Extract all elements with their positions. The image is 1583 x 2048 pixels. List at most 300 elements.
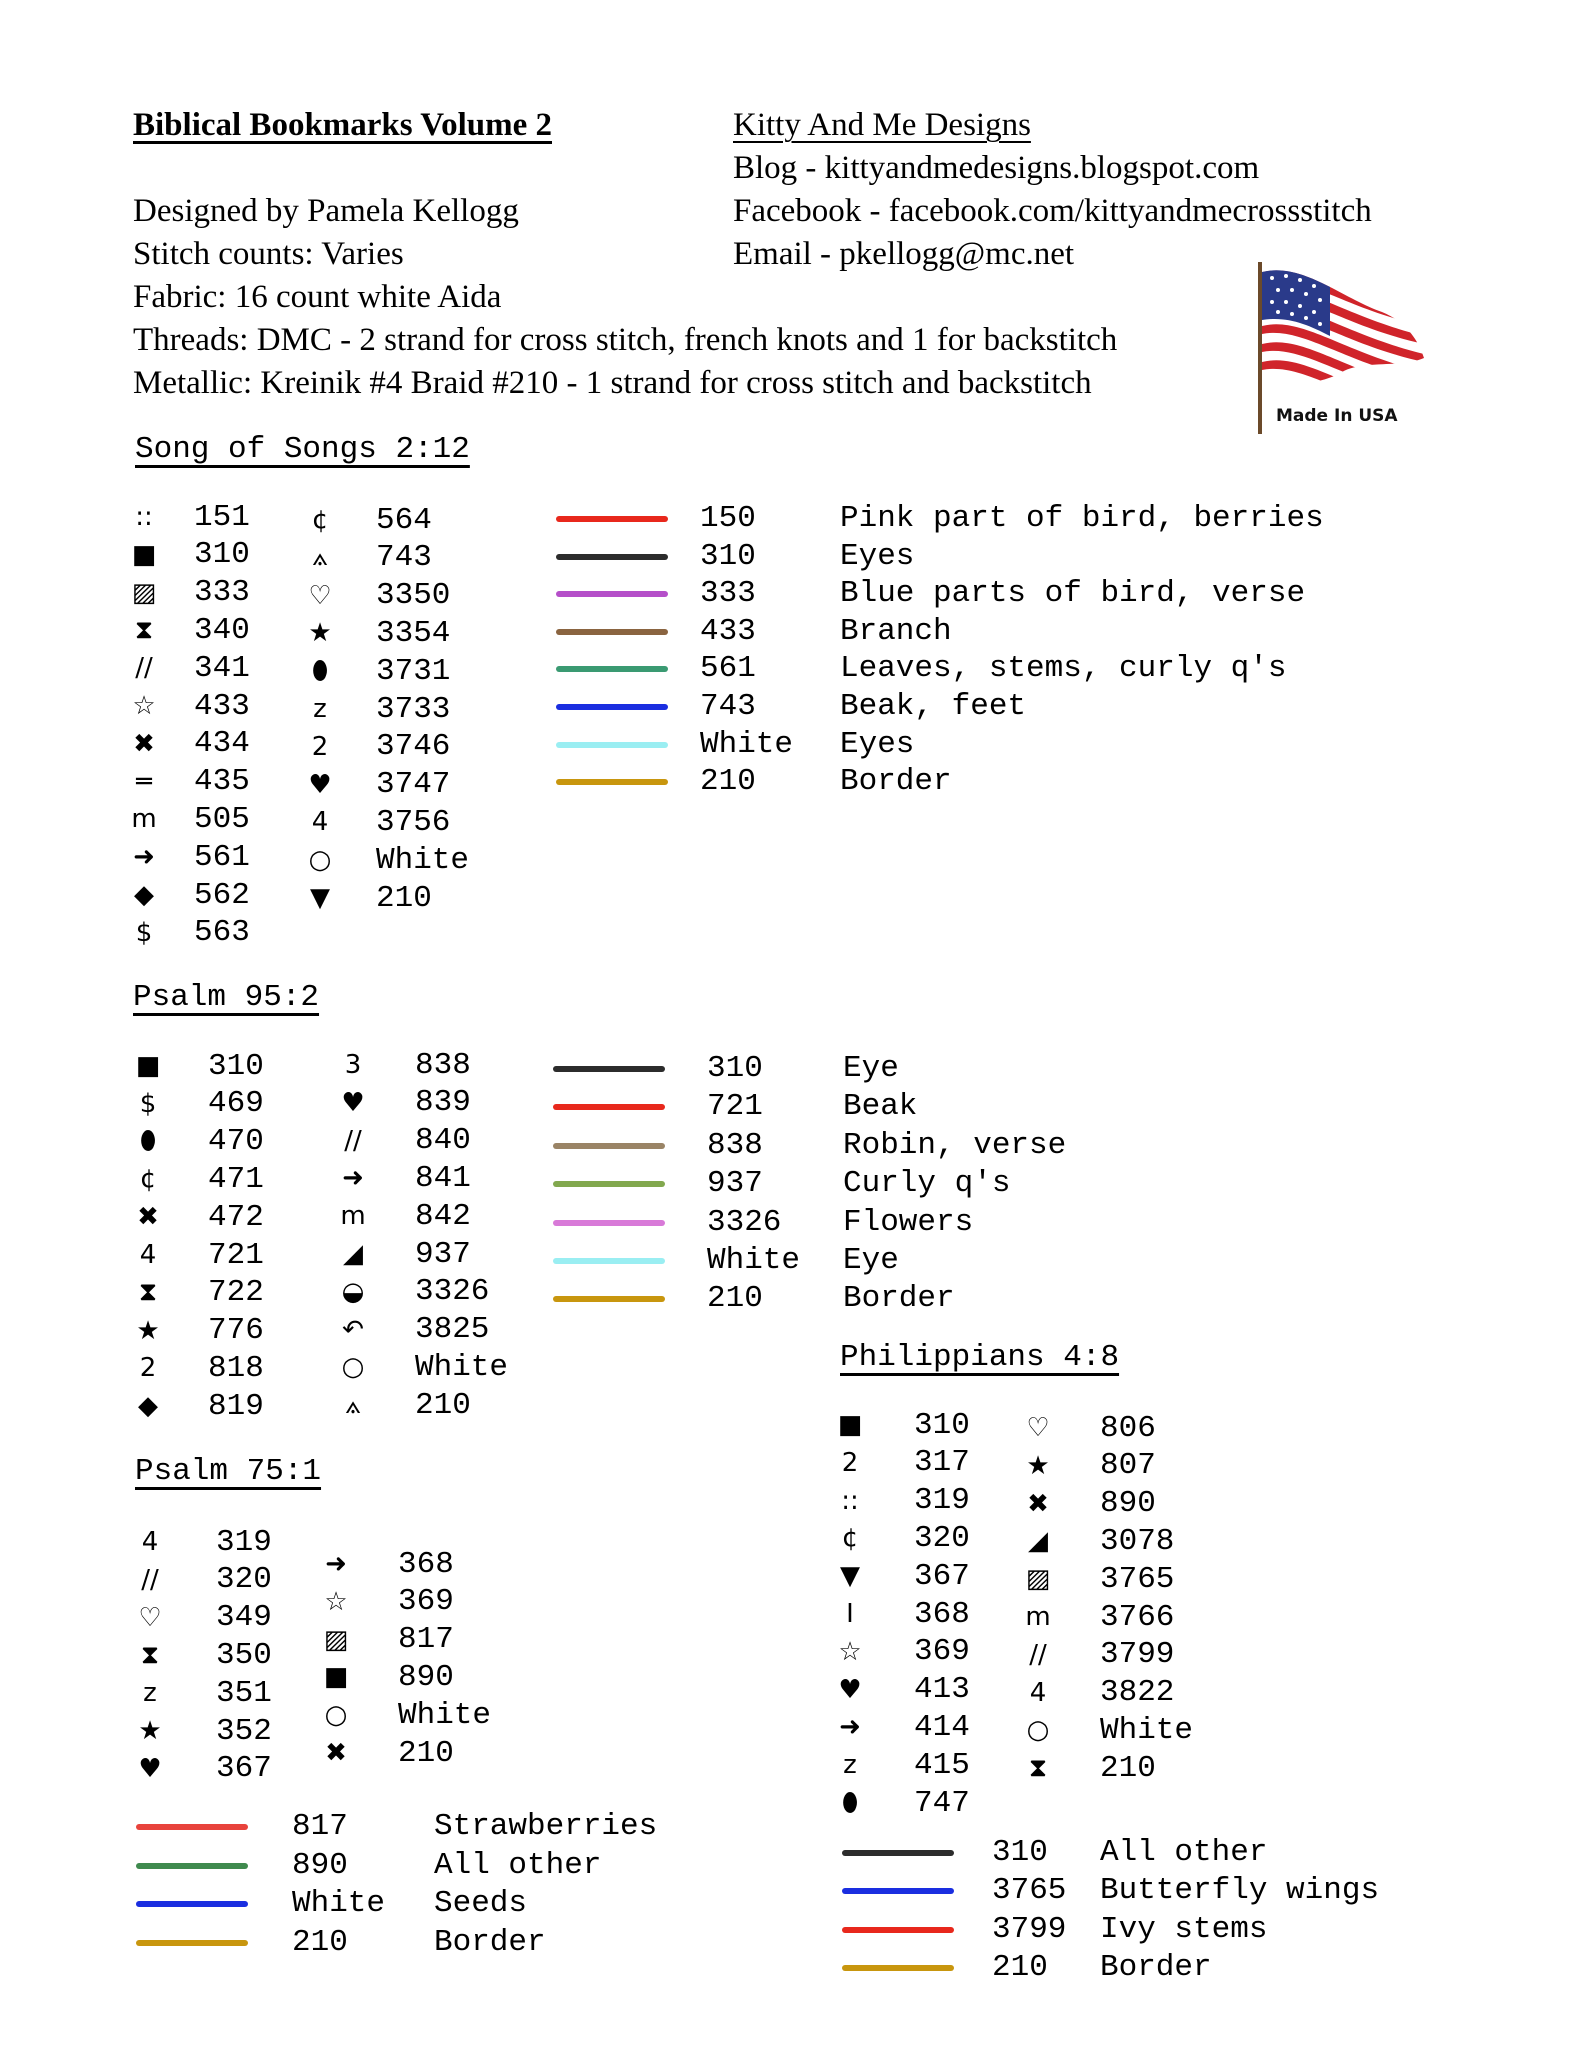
backstitch-thread-code: 210 bbox=[707, 1281, 763, 1317]
stitch-symbol-icon: ⟑ bbox=[345, 1389, 361, 1420]
stitch-symbol-icon: ♡ bbox=[1026, 1413, 1050, 1443]
backstitch-thread-code: 890 bbox=[292, 1847, 348, 1883]
stitch-symbol-icon: ↶ bbox=[342, 1314, 364, 1345]
backstitch-color-line bbox=[553, 1296, 665, 1302]
backstitch-usage: Butterfly wings bbox=[1100, 1873, 1380, 1909]
symbol-key-row bbox=[300, 539, 432, 577]
thread-code: 819 bbox=[208, 1388, 264, 1424]
thread-code: White bbox=[415, 1349, 509, 1385]
stitch-symbol-icon: ═ bbox=[136, 766, 152, 797]
backstitch-thread-code: 210 bbox=[700, 764, 756, 800]
symbol-key-row bbox=[124, 687, 250, 725]
symbol-key-row bbox=[316, 1658, 454, 1696]
thread-code: 842 bbox=[415, 1198, 471, 1234]
stitch-symbol-icon: ⬮ bbox=[311, 655, 329, 686]
symbol-key-row bbox=[1018, 1409, 1156, 1447]
flag-label: Made In USA bbox=[1276, 406, 1398, 426]
symbol-key-row bbox=[128, 1274, 264, 1312]
thread-code: 349 bbox=[216, 1600, 272, 1636]
thread-code: 434 bbox=[194, 726, 250, 762]
backstitch-thread-code: 721 bbox=[707, 1089, 763, 1125]
backstitch-thread-code: 817 bbox=[292, 1809, 348, 1844]
symbol-key-row bbox=[316, 1734, 454, 1772]
symbol-key-row bbox=[830, 1595, 970, 1633]
stitch-symbol-icon: ➜ bbox=[839, 1712, 861, 1743]
backstitch-color-line bbox=[553, 1104, 665, 1110]
thread-code: 320 bbox=[914, 1520, 970, 1556]
stitch-symbol-icon: m bbox=[340, 1201, 366, 1232]
symbol-key-row bbox=[124, 838, 250, 876]
backstitch-color-line bbox=[556, 779, 668, 785]
backstitch-usage: Eye bbox=[843, 1051, 899, 1086]
stitch-symbol-icon: ★ bbox=[1026, 1450, 1050, 1481]
backstitch-usage: Robin, verse bbox=[843, 1127, 1067, 1163]
stitch-symbol-icon: ○ bbox=[1026, 1715, 1050, 1746]
symbol-key-row bbox=[333, 1348, 508, 1386]
stitch-symbol-icon: ☆ bbox=[132, 691, 156, 721]
thread-code: 310 bbox=[194, 537, 250, 573]
thread-code: 563 bbox=[194, 915, 250, 951]
thread-code: 561 bbox=[194, 839, 250, 875]
stitch-symbol-icon: $ bbox=[135, 917, 153, 948]
thread-code: 937 bbox=[415, 1236, 471, 1272]
thread-code: 838 bbox=[415, 1047, 471, 1083]
stitch-symbol-icon: // bbox=[344, 1125, 362, 1156]
backstitch-color-line bbox=[553, 1258, 665, 1264]
stitch-symbol-icon: ¢ bbox=[139, 1164, 157, 1195]
stitch-symbol-icon: 4 bbox=[1029, 1677, 1047, 1708]
stitch-symbol-icon: ⟑ bbox=[312, 542, 328, 573]
thread-code: 817 bbox=[398, 1622, 454, 1658]
stitch-symbol-icon: ✖ bbox=[133, 728, 155, 759]
thread-code: White bbox=[376, 842, 470, 878]
backstitch-usage: Pink part of bird, berries bbox=[840, 501, 1324, 536]
stitch-symbol-icon: ⧗ bbox=[140, 1639, 160, 1670]
stitch-symbol-icon: ▨ bbox=[1025, 1564, 1051, 1595]
symbol-key-row bbox=[830, 1708, 970, 1746]
symbol-key-row bbox=[300, 652, 450, 690]
symbol-key-row bbox=[333, 1386, 471, 1424]
symbol-key-row bbox=[128, 1085, 264, 1123]
thread-code: 3078 bbox=[1100, 1523, 1175, 1559]
stitch-symbol-icon: ♥ bbox=[838, 1674, 862, 1705]
thread-code: 3825 bbox=[415, 1312, 490, 1348]
symbol-key-row bbox=[124, 876, 250, 914]
symbol-key-row bbox=[830, 1746, 970, 1784]
stitch-symbol-icon: 3 bbox=[344, 1050, 362, 1080]
facebook-line: Facebook - facebook.com/kittyandmecrossstitch bbox=[733, 193, 1372, 229]
thread-code: 3731 bbox=[376, 653, 451, 689]
thread-code: 818 bbox=[208, 1350, 264, 1386]
backstitch-thread-code: 3765 bbox=[992, 1873, 1067, 1909]
symbol-key-row bbox=[333, 1197, 471, 1235]
backstitch-color-line bbox=[842, 1888, 954, 1894]
thread-code: 340 bbox=[194, 612, 250, 648]
stitch-symbol-icon: m bbox=[131, 804, 157, 835]
stitch-symbol-icon: ☆ bbox=[838, 1636, 862, 1667]
backstitch-usage: Beak, feet bbox=[840, 689, 1027, 724]
thread-code: White bbox=[398, 1697, 492, 1733]
stitch-symbol-icon: ⬮ bbox=[841, 1787, 859, 1818]
backstitch-thread-code: 838 bbox=[707, 1127, 763, 1163]
symbol-key-row bbox=[124, 725, 250, 763]
thread-code: 415 bbox=[914, 1747, 970, 1783]
section-title-psalm-75: Psalm 75:1 bbox=[135, 1454, 322, 1489]
stitch-symbol-icon: ♥ bbox=[138, 1753, 162, 1784]
thread-code: 210 bbox=[398, 1735, 454, 1771]
stitch-symbol-icon: 4 bbox=[141, 1527, 159, 1557]
stitch-symbol-icon: $ bbox=[139, 1088, 157, 1119]
symbol-key-row bbox=[830, 1784, 970, 1822]
symbol-key-row bbox=[128, 1123, 264, 1161]
thread-code: 317 bbox=[914, 1445, 970, 1481]
email-line: Email - pkellogg@mc.net bbox=[733, 236, 1075, 272]
symbol-key-row bbox=[130, 1674, 272, 1712]
backstitch-usage: Ivy stems bbox=[1100, 1911, 1268, 1947]
symbol-key-row bbox=[130, 1712, 272, 1750]
thread-code: 414 bbox=[914, 1709, 970, 1745]
backstitch-thread-code: 3799 bbox=[992, 1911, 1067, 1947]
symbol-key-row bbox=[128, 1047, 264, 1085]
backstitch-color-line bbox=[842, 1965, 954, 1971]
symbol-key-row bbox=[1018, 1485, 1156, 1523]
thread-code: 319 bbox=[914, 1483, 970, 1519]
stitch-symbol-icon: // bbox=[135, 653, 153, 684]
symbol-key-row bbox=[124, 536, 250, 574]
backstitch-thread-code: White bbox=[700, 726, 794, 762]
symbol-key-row bbox=[124, 498, 250, 536]
symbol-key-row bbox=[300, 766, 450, 804]
symbol-key-row bbox=[124, 574, 250, 612]
thread-code: 319 bbox=[216, 1524, 272, 1560]
stitch-symbol-icon: ➜ bbox=[133, 842, 155, 873]
symbol-key-row bbox=[1018, 1711, 1193, 1749]
backstitch-thread-code: 743 bbox=[700, 689, 756, 724]
thread-code: 722 bbox=[208, 1275, 264, 1311]
backstitch-usage: Eyes bbox=[840, 726, 915, 762]
stitch-symbol-icon: ➜ bbox=[325, 1549, 347, 1579]
company-name: Kitty And Me Designs bbox=[733, 107, 1031, 143]
stitch-symbol-icon: ♡ bbox=[138, 1602, 162, 1633]
thread-code: 210 bbox=[415, 1387, 471, 1423]
symbol-key-row bbox=[1018, 1560, 1174, 1598]
thread-code: 890 bbox=[398, 1659, 454, 1695]
thread-code: 839 bbox=[415, 1085, 471, 1121]
symbol-key-row bbox=[333, 1159, 471, 1197]
backstitch-usage: All other bbox=[1100, 1835, 1268, 1870]
thread-code: 210 bbox=[1100, 1750, 1156, 1786]
stitch-symbol-icon: ✖ bbox=[1027, 1488, 1049, 1519]
stitch-symbol-icon: ▨ bbox=[131, 577, 157, 608]
backstitch-color-line bbox=[556, 629, 668, 635]
thread-code: 433 bbox=[194, 688, 250, 724]
symbol-key-row bbox=[300, 803, 450, 841]
thread-code: 310 bbox=[914, 1407, 970, 1443]
backstitch-color-line bbox=[136, 1863, 248, 1869]
backstitch-color-line bbox=[136, 1940, 248, 1946]
page-title: Biblical Bookmarks Volume 2 bbox=[133, 107, 552, 143]
symbol-key-row bbox=[333, 1311, 489, 1349]
symbol-key-row bbox=[333, 1273, 489, 1311]
symbol-key-row bbox=[1018, 1522, 1174, 1560]
thread-code: 320 bbox=[216, 1562, 272, 1598]
stitch-symbol-icon: ◢ bbox=[1028, 1526, 1048, 1557]
symbol-key-row bbox=[830, 1406, 970, 1444]
symbol-key-row bbox=[830, 1671, 970, 1709]
stitch-symbol-icon: 2 bbox=[841, 1447, 859, 1478]
thread-code: 351 bbox=[216, 1675, 272, 1711]
thread-code: 562 bbox=[194, 877, 250, 913]
thread-code: 505 bbox=[194, 801, 250, 837]
stitch-symbol-icon: :: bbox=[135, 502, 153, 532]
backstitch-thread-code: 3326 bbox=[707, 1204, 782, 1240]
symbol-key-row bbox=[1018, 1598, 1174, 1636]
backstitch-usage: Flowers bbox=[843, 1204, 974, 1240]
stitch-symbol-icon: ◒ bbox=[341, 1276, 365, 1307]
stitch-symbol-icon: ⧗ bbox=[134, 614, 154, 645]
symbol-key-row bbox=[300, 501, 432, 539]
thread-code: 806 bbox=[1100, 1410, 1156, 1446]
fabric-line: Fabric: 16 count white Aida bbox=[133, 279, 502, 315]
stitch-symbol-icon: 2 bbox=[139, 1353, 157, 1384]
symbol-key-row bbox=[333, 1084, 471, 1122]
backstitch-color-line bbox=[136, 1901, 248, 1907]
backstitch-thread-code: 433 bbox=[700, 613, 756, 649]
designer-line: Designed by Pamela Kellogg bbox=[133, 193, 519, 229]
thread-code: 3354 bbox=[376, 615, 451, 651]
stitch-symbol-icon: z bbox=[843, 1750, 857, 1781]
thread-code: 470 bbox=[208, 1124, 264, 1160]
backstitch-thread-code: 310 bbox=[700, 538, 756, 574]
backstitch-thread-code: 210 bbox=[992, 1950, 1048, 1986]
thread-code: 747 bbox=[914, 1785, 970, 1821]
stitch-symbol-icon: ■ bbox=[131, 539, 157, 570]
thread-code: 3733 bbox=[376, 691, 451, 727]
stitch-symbol-icon: ♥ bbox=[341, 1087, 365, 1118]
stitch-symbol-icon: ■ bbox=[837, 1410, 863, 1440]
thread-code: 890 bbox=[1100, 1486, 1156, 1522]
thread-code: 471 bbox=[208, 1161, 264, 1197]
stitch-symbol-icon: ☆ bbox=[324, 1586, 348, 1617]
backstitch-color-line bbox=[556, 516, 668, 522]
stitch-symbol-icon: ✖ bbox=[137, 1202, 159, 1233]
thread-code: 721 bbox=[208, 1237, 264, 1273]
stitch-symbol-icon: ▼ bbox=[310, 883, 330, 913]
symbol-key-row bbox=[130, 1523, 272, 1561]
stitch-symbol-icon: I bbox=[846, 1599, 854, 1629]
stitch-symbol-icon: ○ bbox=[341, 1352, 365, 1383]
backstitch-thread-code: 210 bbox=[292, 1924, 348, 1960]
backstitch-color-line bbox=[553, 1143, 665, 1149]
symbol-key-row bbox=[830, 1557, 970, 1595]
thread-code: 3747 bbox=[376, 767, 451, 803]
backstitch-usage: Beak bbox=[843, 1089, 918, 1125]
backstitch-color-line bbox=[556, 742, 668, 748]
symbol-key-row bbox=[124, 611, 250, 649]
backstitch-usage: Eyes bbox=[840, 538, 915, 574]
thread-code: 3326 bbox=[415, 1274, 490, 1310]
symbol-key-row bbox=[128, 1387, 264, 1425]
backstitch-usage: Border bbox=[840, 764, 952, 800]
thread-code: 3766 bbox=[1100, 1599, 1175, 1635]
thread-code: 3822 bbox=[1100, 1675, 1175, 1711]
section-title-song-of-songs: Song of Songs 2:12 bbox=[135, 432, 470, 467]
stitch-symbol-icon: ✖ bbox=[325, 1738, 347, 1768]
backstitch-color-line bbox=[556, 666, 668, 672]
backstitch-usage: Blue parts of bird, verse bbox=[840, 576, 1306, 612]
stitch-symbol-icon: ¢ bbox=[841, 1523, 859, 1554]
symbol-key-row bbox=[830, 1519, 970, 1557]
symbol-key-row bbox=[128, 1198, 264, 1236]
stitch-symbol-icon: z bbox=[143, 1678, 157, 1709]
symbol-key-row bbox=[1018, 1447, 1156, 1485]
blog-line: Blog - kittyandmedesigns.blogspot.com bbox=[733, 150, 1260, 186]
backstitch-thread-code: 561 bbox=[700, 651, 756, 687]
usa-flag-graphic bbox=[1252, 258, 1432, 438]
symbol-key-row bbox=[830, 1633, 970, 1671]
backstitch-usage: Border bbox=[434, 1924, 546, 1960]
stitch-symbol-icon: ★ bbox=[308, 618, 332, 649]
backstitch-usage: Curly q's bbox=[843, 1166, 1011, 1202]
thread-code: 3746 bbox=[376, 729, 451, 765]
threads-line: Threads: DMC - 2 strand for cross stitch, french knots and 1 for backstitch bbox=[133, 322, 1118, 358]
thread-code: 3756 bbox=[376, 804, 451, 840]
symbol-key-row bbox=[333, 1122, 471, 1160]
section-title-psalm-95: Psalm 95:2 bbox=[133, 980, 320, 1015]
stitch-symbol-icon: ♡ bbox=[308, 580, 332, 611]
backstitch-thread-code: White bbox=[707, 1243, 801, 1278]
symbol-key-row bbox=[124, 914, 250, 952]
backstitch-usage: All other bbox=[434, 1847, 602, 1883]
symbol-key-row bbox=[128, 1160, 264, 1198]
thread-code: 333 bbox=[194, 575, 250, 611]
backstitch-thread-code: 333 bbox=[700, 576, 756, 612]
symbol-key-row bbox=[1018, 1636, 1174, 1674]
symbol-key-row bbox=[124, 763, 250, 801]
stitch-symbol-icon: ★ bbox=[138, 1716, 162, 1746]
thread-code: 310 bbox=[208, 1048, 264, 1084]
stitch-symbol-icon: ■ bbox=[135, 1051, 161, 1081]
backstitch-usage: Seeds bbox=[434, 1886, 528, 1922]
symbol-key-row bbox=[124, 649, 250, 687]
symbol-key-row bbox=[124, 800, 250, 838]
symbol-key-row bbox=[300, 879, 432, 917]
symbol-key-row bbox=[333, 1046, 471, 1084]
thread-code: 3350 bbox=[376, 578, 451, 614]
stitch-symbol-icon: ➜ bbox=[342, 1163, 364, 1194]
symbol-key-row bbox=[316, 1696, 491, 1734]
stitch-symbol-icon: ◆ bbox=[134, 880, 154, 910]
symbol-key-row bbox=[316, 1545, 454, 1583]
stitch-symbol-icon: ▼ bbox=[840, 1561, 860, 1592]
thread-code: 367 bbox=[216, 1751, 272, 1787]
thread-code: 435 bbox=[194, 764, 250, 800]
backstitch-thread-code: 310 bbox=[707, 1051, 763, 1086]
thread-code: 776 bbox=[208, 1313, 264, 1349]
stitch-symbol-icon: ⬮ bbox=[139, 1126, 157, 1157]
thread-code: 368 bbox=[398, 1546, 454, 1582]
stitch-symbol-icon: ♥ bbox=[308, 769, 332, 800]
backstitch-color-line bbox=[842, 1850, 954, 1856]
thread-code: 3765 bbox=[1100, 1561, 1175, 1597]
stitch-symbol-icon: ▨ bbox=[323, 1624, 349, 1655]
thread-code: 413 bbox=[914, 1672, 970, 1708]
section-title-philippians: Philippians 4:8 bbox=[840, 1340, 1120, 1375]
stitch-symbol-icon: ¢ bbox=[311, 505, 329, 535]
thread-code: 472 bbox=[208, 1199, 264, 1235]
symbol-key-row bbox=[1018, 1674, 1174, 1712]
backstitch-usage: Border bbox=[1100, 1950, 1212, 1986]
thread-code: 341 bbox=[194, 650, 250, 686]
thread-code: 3799 bbox=[1100, 1637, 1175, 1673]
backstitch-color-line bbox=[556, 704, 668, 710]
thread-code: 367 bbox=[914, 1558, 970, 1594]
stitch-counts-line: Stitch counts: Varies bbox=[133, 236, 404, 272]
stitch-symbol-icon: :: bbox=[841, 1485, 859, 1516]
thread-code: 807 bbox=[1100, 1448, 1156, 1484]
stitch-symbol-icon: ⧗ bbox=[1028, 1752, 1048, 1783]
stitch-symbol-icon: 4 bbox=[139, 1240, 157, 1270]
symbol-key-row bbox=[300, 728, 450, 766]
thread-code: 469 bbox=[208, 1086, 264, 1122]
thread-code: 151 bbox=[194, 499, 250, 535]
backstitch-color-line bbox=[556, 591, 668, 597]
backstitch-thread-code: White bbox=[292, 1886, 386, 1922]
symbol-key-row bbox=[130, 1599, 272, 1637]
backstitch-usage: Strawberries bbox=[434, 1809, 658, 1844]
thread-code: 352 bbox=[216, 1713, 272, 1749]
backstitch-thread-code: 937 bbox=[707, 1166, 763, 1202]
symbol-key-row bbox=[830, 1482, 970, 1520]
backstitch-color-line bbox=[556, 554, 668, 560]
backstitch-color-line bbox=[553, 1181, 665, 1187]
stitch-symbol-icon: ◆ bbox=[138, 1391, 158, 1422]
stitch-symbol-icon: z bbox=[313, 694, 327, 724]
symbol-key-row bbox=[130, 1636, 272, 1674]
stitch-symbol-icon: ○ bbox=[324, 1700, 348, 1731]
symbol-key-row bbox=[128, 1349, 264, 1387]
symbol-key-row bbox=[333, 1235, 471, 1273]
symbol-key-row bbox=[128, 1236, 264, 1274]
thread-code: 841 bbox=[415, 1160, 471, 1196]
symbol-key-row bbox=[130, 1750, 272, 1788]
backstitch-thread-code: 150 bbox=[700, 501, 756, 536]
thread-code: 840 bbox=[415, 1123, 471, 1159]
backstitch-thread-code: 310 bbox=[992, 1835, 1048, 1870]
symbol-key-row bbox=[1018, 1749, 1156, 1787]
symbol-key-row bbox=[316, 1583, 454, 1621]
symbol-key-row bbox=[128, 1312, 264, 1350]
backstitch-color-line bbox=[553, 1066, 665, 1072]
symbol-key-row bbox=[300, 841, 469, 879]
symbol-key-row bbox=[300, 690, 450, 728]
backstitch-color-line bbox=[553, 1220, 665, 1226]
backstitch-usage: Leaves, stems, curly q's bbox=[840, 651, 1287, 687]
metallic-line: Metallic: Kreinik #4 Braid #210 - 1 strand for cross stitch and backstitch bbox=[133, 365, 1092, 401]
thread-code: 368 bbox=[914, 1596, 970, 1632]
stitch-symbol-icon: ◢ bbox=[343, 1239, 363, 1269]
backstitch-usage: Border bbox=[843, 1281, 955, 1317]
symbol-key-row bbox=[830, 1444, 970, 1482]
symbol-key-row bbox=[130, 1561, 272, 1599]
stitch-symbol-icon: ■ bbox=[323, 1662, 349, 1693]
thread-code: 350 bbox=[216, 1637, 272, 1673]
stitch-symbol-icon: ★ bbox=[136, 1315, 160, 1346]
symbol-key-row bbox=[316, 1621, 454, 1659]
stitch-symbol-icon: ⧗ bbox=[138, 1277, 158, 1308]
stitch-symbol-icon: ○ bbox=[308, 845, 332, 876]
thread-code: 743 bbox=[376, 540, 432, 576]
